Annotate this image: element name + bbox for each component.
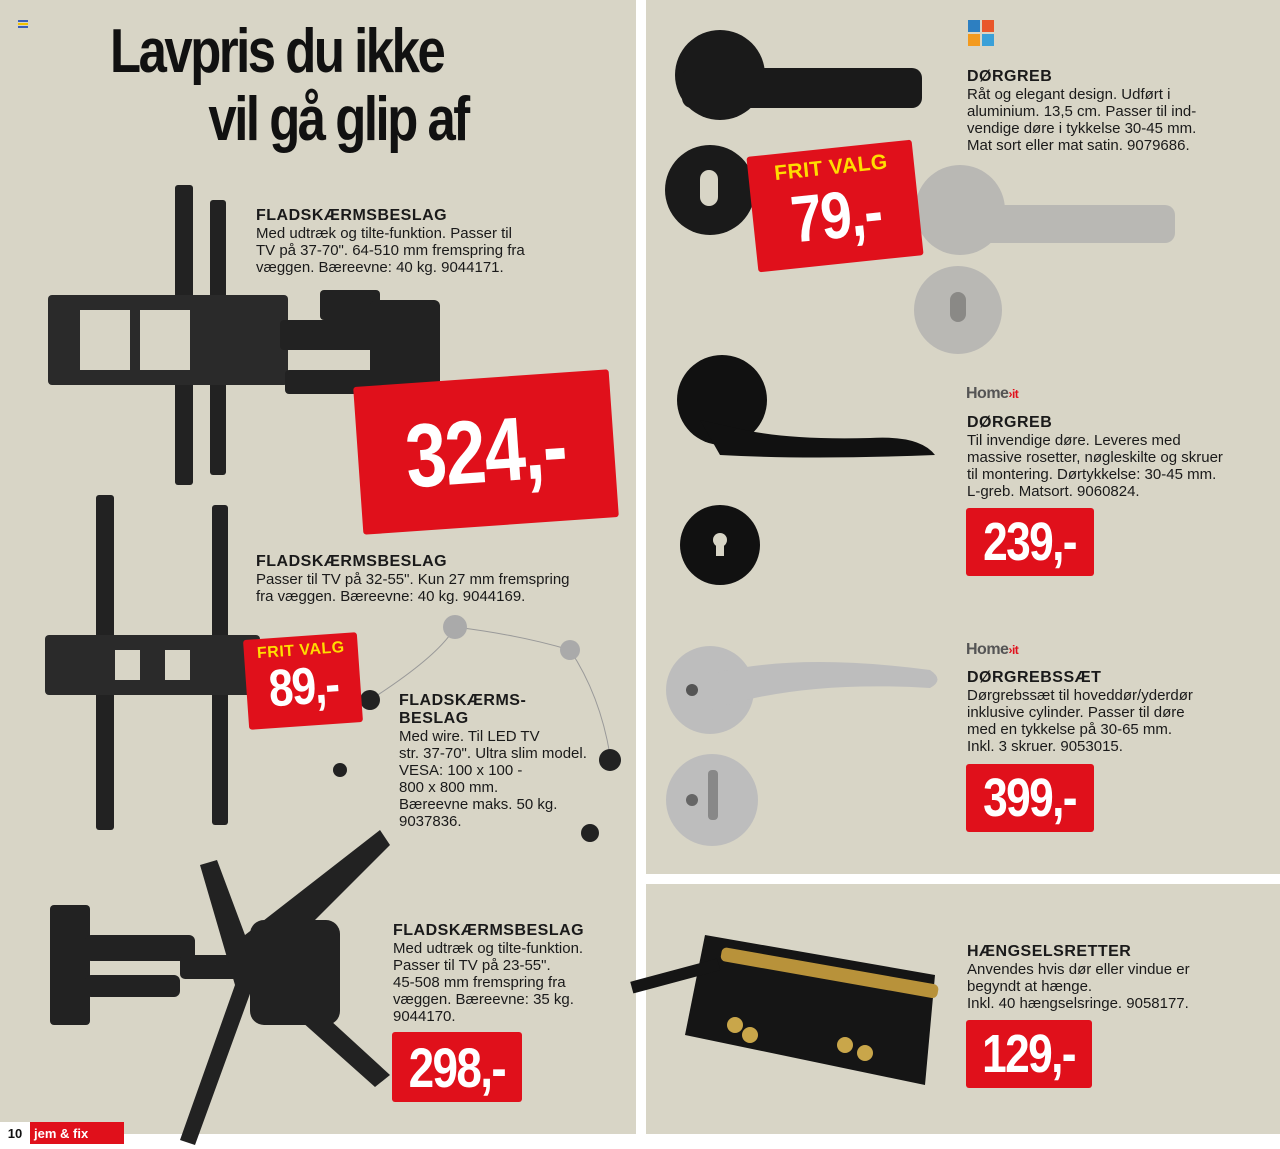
- product-title-line-2: BESLAG: [399, 710, 469, 727]
- l-handle-black-image: [670, 360, 950, 580]
- product-title: DØRGREB: [967, 68, 1053, 85]
- handle-set-satin-image: [660, 640, 950, 860]
- price-badge-89: FRIT VALG 89,-: [243, 632, 363, 730]
- page-headline: [110, 18, 520, 154]
- product-handle-set: [967, 669, 1267, 755]
- page-number: 10: [0, 1122, 30, 1144]
- door-handle-satin-image: [910, 160, 1190, 360]
- product-desc-line: 800 x 800 mm.: [399, 779, 499, 796]
- product-wire-mount: [399, 692, 619, 830]
- product-hinge-adjuster: [967, 943, 1267, 1012]
- product-desc-line: Med udtræk og tilte-funktion. Passer til: [256, 225, 512, 242]
- price-badge-129: 129,-: [966, 1020, 1092, 1088]
- product-desc-line: Inkl. 3 skruer. 9053015.: [967, 738, 1123, 755]
- product-desc-line: Råt og elegant design. Udført i: [967, 86, 1171, 103]
- product-title: FLADSKÆRMSBESLAG: [256, 207, 448, 224]
- product-tv-mount-4: [393, 922, 623, 1025]
- product-door-handle-2: [967, 414, 1267, 500]
- product-desc-line: begyndt at hænge.: [967, 978, 1093, 995]
- product-desc-line: Mat sort eller mat satin. 9079686.: [967, 137, 1190, 154]
- product-desc-line: massive rosetter, nøgleskilte og skruer: [967, 449, 1223, 466]
- price-badge-79: FRIT VALG 79,-: [746, 140, 923, 273]
- hinge-adjuster-image: [625, 925, 955, 1095]
- product-desc-line: aluminium. 13,5 cm. Passer til ind-: [967, 103, 1197, 120]
- product-desc-line: væggen. Bæreevne: 40 kg. 9044171.: [256, 259, 504, 276]
- product-desc-line: fra væggen. Bæreevne: 40 kg. 9044169.: [256, 588, 526, 605]
- product-desc-line: Anvendes hvis dør eller vindue er: [967, 961, 1190, 978]
- tv-mount-image-2: [40, 490, 270, 840]
- headline-line-1: Lavpris du ikke: [110, 17, 444, 86]
- product-desc-line: 9044170.: [393, 1008, 456, 1025]
- product-desc-line: med en tykkelse på 30-65 mm.: [967, 721, 1173, 738]
- product-desc-line: Passer til TV på 23-55".: [393, 957, 551, 974]
- page-footer: [0, 1122, 124, 1144]
- product-desc-line: Med wire. Til LED TV: [399, 728, 540, 745]
- product-desc-line: Dørgrebssæt til hoveddør/yderdør: [967, 687, 1193, 704]
- product-desc-line: str. 37-70". Ultra slim model.: [399, 745, 587, 762]
- product-title: DØRGREBSSÆT: [967, 669, 1102, 686]
- price-badge-324: 324,-: [353, 369, 619, 534]
- homeit-logo: Home›it: [966, 385, 1019, 402]
- product-desc-line: vendige døre i tykkelse 30-45 mm.: [967, 120, 1197, 137]
- product-title: DØRGREB: [967, 414, 1053, 431]
- headline-line-2: vil gå glip af: [208, 85, 468, 154]
- price-badge-298: 298,-: [392, 1032, 522, 1102]
- product-desc-line: Passer til TV på 32-55". Kun 27 mm fremspring: [256, 571, 570, 588]
- price-badge-239: 239,-: [966, 508, 1094, 576]
- product-door-handle-1: [967, 68, 1257, 154]
- product-desc-line: inklusive cylinder. Passer til døre: [967, 704, 1185, 721]
- price-badge-399: 399,-: [966, 764, 1094, 832]
- product-desc-line: Inkl. 40 hængselsringe. 9058177.: [967, 995, 1189, 1012]
- product-tv-mount-1: [256, 207, 596, 276]
- product-desc-line: Til invendige døre. Leveres med: [967, 432, 1181, 449]
- product-desc-line: 9037836.: [399, 813, 462, 830]
- product-title: FLADSKÆRMSBESLAG: [393, 922, 585, 939]
- product-desc-line: væggen. Bæreevne: 35 kg.: [393, 991, 574, 1008]
- product-title: HÆNGSELSRETTER: [967, 943, 1132, 960]
- product-desc-line: Med udtræk og tilte-funktion.: [393, 940, 584, 957]
- tv-mount-image-4: [45, 825, 395, 1149]
- product-desc-line: TV på 37-70". 64-510 mm fremspring fra: [256, 242, 525, 259]
- product-tv-mount-2: [256, 553, 596, 605]
- product-desc-line: til montering. Dørtykkelse: 30-45 mm.: [967, 466, 1217, 483]
- product-desc-line: 45-508 mm fremspring fra: [393, 974, 566, 991]
- product-desc-line: VESA: 100 x 100 -: [399, 762, 523, 779]
- homefixer-logo-icon: [966, 18, 998, 52]
- product-desc-line: L-greb. Matsort. 9060824.: [967, 483, 1140, 500]
- product-title-line-1: FLADSKÆRMS-: [399, 692, 527, 709]
- footer-brand: jem & fix: [34, 1125, 89, 1141]
- product-title: FLADSKÆRMSBESLAG: [256, 553, 448, 570]
- product-desc-line: Bæreevne maks. 50 kg.: [399, 796, 558, 813]
- homeit-logo: Home›it: [966, 641, 1019, 658]
- flag-icon: [18, 20, 28, 28]
